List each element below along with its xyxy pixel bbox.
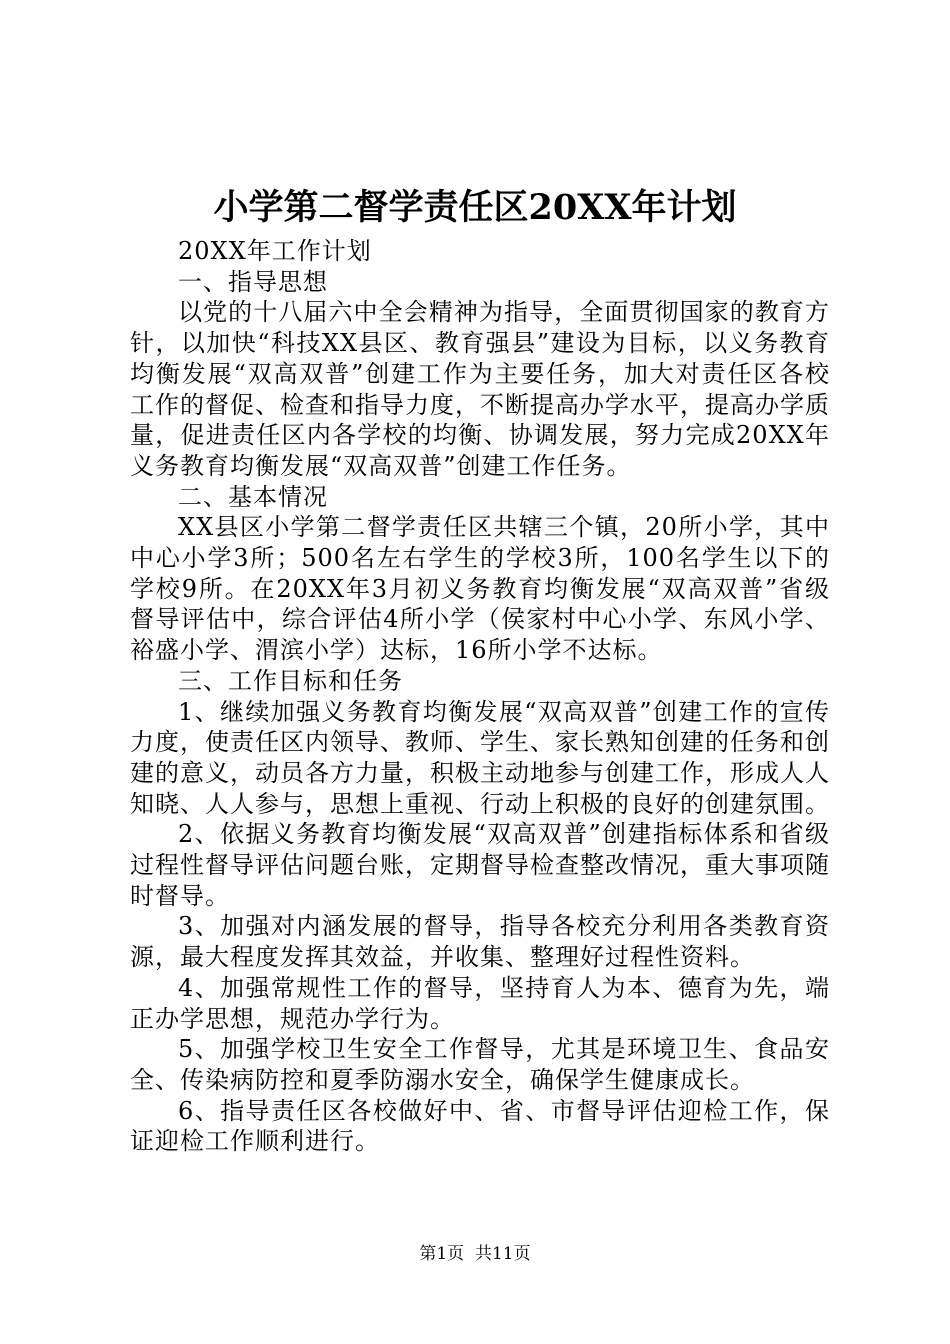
paragraph-basic-situation: XX县区小学第二督学责任区共辖三个镇，20所小学，其中中心小学3所；500名左右学生的学校3所，100名学生以下的学校9所。在20XX年3月初义务教育均衡发展“双高双普”省级督导评估中，综合评估4所小学（侯家村中心小学、东风小学、裕盛小学、渭滨小学）达标，16所小学不达标。 [130, 513, 830, 665]
task-item-6: 6、指导责任区各校做好中、省、市督导评估迎检工作，保证迎检工作顺利进行。 [130, 1096, 830, 1156]
document-body [130, 236, 830, 1157]
section-heading-guiding-ideology: 一、指导思想 [178, 267, 328, 296]
task-item-4: 4、加强常规性工作的督导，坚持育人为本、德育为先，端正办学思想，规范办学行为。 [130, 973, 830, 1033]
task-item-1: 1、继续加强义务教育均衡发展“双高双普”创建工作的宣传力度，使责任区内领导、教师、学生、家长熟知创建的任务和创建的意义，动员各方力量，积极主动地参与创建工作，形成人人知晓、人人参与，思想上重视、行动上积极的良好的创建氛围。 [130, 697, 830, 818]
task-item-3: 3、加强对内涵发展的督导，指导各校充分利用各类教育资源，最大程度发挥其效益，并收集、整理好过程性资料。 [130, 912, 830, 972]
section-heading-basic-situation: 二、基本情况 [178, 482, 328, 511]
page-number-footer: 第1页 共11页 [419, 1244, 531, 1264]
task-item-5: 5、加强学校卫生安全工作督导，尤其是环境卫生、食品安全、传染病防控和夏季防溺水安全，确保学生健康成长。 [130, 1035, 830, 1094]
paragraph-guiding-ideology: 以党的十八届六中全会精神为指导，全面贯彻国家的教育方针，以加快“科技XX县区、教育强县”建设为目标，以义务教育均衡发展“双高双普”创建工作为主要任务，加大对责任区各校工作的督促、检查和指导力度，不断提高办学水平，提高办学质量，促进责任区内各学校的均衡、协调发展，努力完成20XX年义务教育均衡发展“双高双普”创建工作任务。 [130, 298, 830, 480]
document-title: 小学第二督学责任区20XX年计划 [213, 187, 737, 228]
task-item-2: 2、依据义务教育均衡发展“双高双普”创建指标体系和省级过程性督导评估问题台账，定期督导检查整改情况，重大事项随时督导。 [130, 820, 830, 910]
section-heading-goals-tasks: 三、工作目标和任务 [178, 666, 403, 695]
paragraph-plan-heading: 20XX年工作计划 [178, 237, 372, 265]
